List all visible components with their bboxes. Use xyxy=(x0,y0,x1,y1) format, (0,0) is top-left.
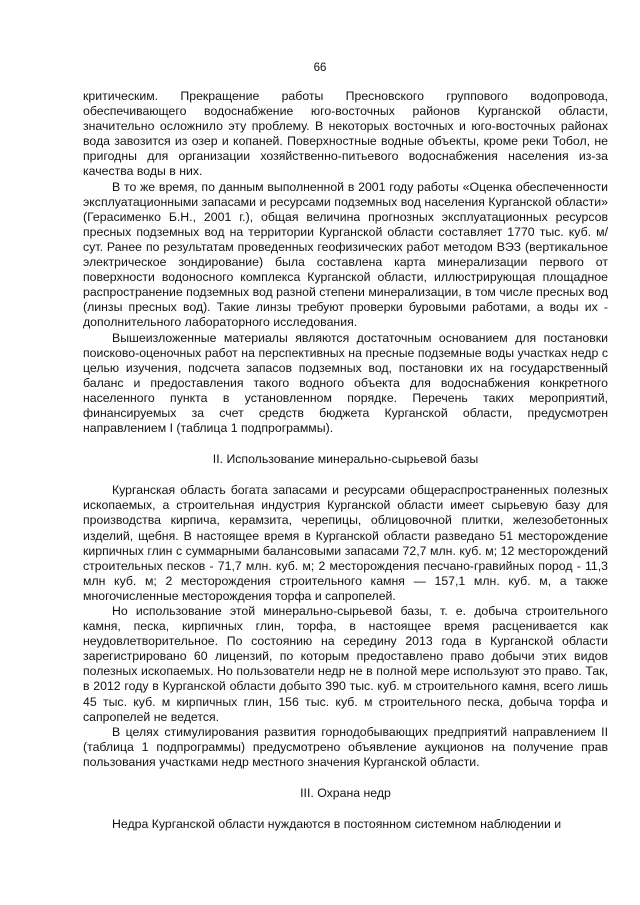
paragraph-mineral-reserves: Курганская область богата запасами и ресурсами общераспространенных полезных ископаемых, а строительная индустрия Курганской области имеет сырьевую базу для производства кирпича, керамзита, черепицы, облицовочной плитки, железобетонных изделий, щебня. В настоящее время в Курганской области разведано 51 месторождение кирпичных глин с суммарными балансовыми запасами 72,7 млн. куб. м; 12 месторождений строительных песков - 71,7 млн. куб. м; 2 месторождения песчано-гравийных пород - 11,3 млн куб. м; 2 месторождения строительного камня — 157,1 млн. куб. м, а также многочисленные месторождения торфа и сапропелей. xyxy=(83,483,608,603)
paragraph-subsoil-monitoring: Недра Курганской области нуждаются в постоянном системном наблюдении и xyxy=(112,817,562,832)
paragraph-auction-stimulus: В целях стимулирования развития горнодобывающих предприятий направлением II (таблица 1 подпрограммы) предусмотрено объявление аукционов на получение прав пользования участками недр местного значения Курганской области. xyxy=(83,724,608,769)
document-body xyxy=(83,89,608,832)
paragraph-water-supply-problem: критическим. Прекращение работы Пресновского группового водопровода, обеспечивающего водоснабжение юго-восточных районов Курганской области, значительно осложнило эту проблему. В некоторых восточных и юго-восточных районах вода завозится из озер и копаней. Поверхностные водные объекты, кроме реки Тобол, не пригодны для организации хозяйственно-питьевого водоснабжения населения из-за качества воды в них. xyxy=(83,89,608,179)
section-heading-subsoil-protection: III. Охрана недр xyxy=(300,786,391,801)
paragraph-exploration-works: Вышеизложенные материалы являются достаточным основанием для постановки поисково-оценочных работ на перспективных на пресные подземные воды участках недр с целью изучения, подсчета запасов подземных вод, постановки их на государственный баланс и предоставления такого водного объекта для водоснабжения конкретного населенного пункта в установленном порядке. Перечень таких мероприятий, финансируемых за счет средств бюджета Курганской области, предусмотрен направлением I (таблица 1 подпрограммы). xyxy=(83,330,608,436)
section-heading-mineral-base: II. Использование минерально-сырьевой базы xyxy=(212,452,479,467)
paragraph-mineral-usage: Но использование этой минерально-сырьевой базы, т. е. добыча строительного камня, песка, кирпичных глин, торфа, в настоящее время расценивается как неудовлетворительное. По состоянию на середину 2013 года в Курганской области зарегистрировано 60 лицензий, по которым предоставлено право добычи этих видов полезных ископаемых. Но пользователи недр не в полной мере используют это право. Так, в 2012 году в Курганской области добыто 390 тыс. куб. м строительного камня, всего лишь 45 тыс. куб. м кирпичных глин, 156 тыс. куб. м строительного песка, добыча торфа и сапропелей не ведется. xyxy=(83,604,608,724)
page-number: 66 xyxy=(313,62,327,74)
paragraph-groundwater-assessment: В то же время, по данным выполненной в 2001 году работы «Оценка обеспеченности эксплуатационными запасами и ресурсами подземных вод населения Курганской области» (Герасименко Б.Н., 2001 г.), общая величина прогнозных эксплуатационных ресурсов пресных подземных вод на территории Курганской области составляет 1770 тыс. куб. м/сут. Ранее по результатам проведенных геофизических работ методом ВЭЗ (вертикальное электрическое зондирование) была составлена карта минерализации первого от поверхности водоносного комплекса Курганской области, иллюстрирующая площадное распространение подземных вод разной степени минерализации, в том числе пресных вод (линзы пресных вод). Такие линзы требуют проверки буровыми работами, а воды их - дополнительного лабораторного исследования. xyxy=(83,179,608,330)
